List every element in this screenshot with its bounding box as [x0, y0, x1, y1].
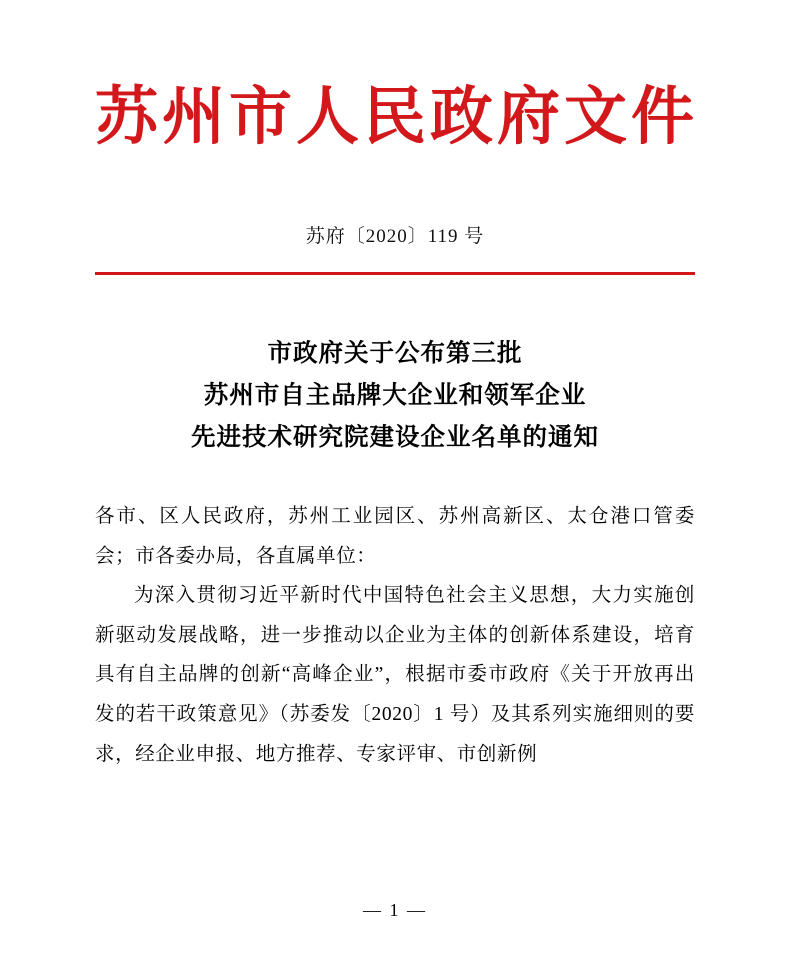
document-page: [0, 79, 790, 955]
document-body: [95, 497, 695, 774]
document-title: [95, 333, 695, 459]
red-divider-rule: [95, 272, 695, 275]
document-number: 苏府〔2020〕119 号: [305, 226, 485, 248]
title-line-3: 先进技术研究院建设企业名单的通知: [191, 424, 599, 452]
document-masthead: 苏州市人民政府文件: [95, 79, 698, 153]
page-number: — 1 —: [363, 900, 427, 920]
title-line-1: 市政府关于公布第三批: [267, 339, 523, 367]
title-line-2: 苏州市自主品牌大企业和领军企业: [203, 381, 587, 409]
body-paragraph-1: 为深入贯彻习近平新时代中国特色社会主义思想，大力实施创新驱动发展战略，进一步推动以企业为主体的创新体系建设，培育具有自主品牌的创新“高峰企业”，根据市委市政府《关于开放再出发的若干政策意见》（苏委发〔2020〕1 号）及其系列实施细则的要求，经企业申报、地方推荐、专家评审、市创新例: [95, 585, 695, 765]
recipients-line: 各市、区人民政府，苏州工业园区、苏州高新区、太仓港口管委会；市各委办局，各直属单位：: [95, 506, 695, 567]
